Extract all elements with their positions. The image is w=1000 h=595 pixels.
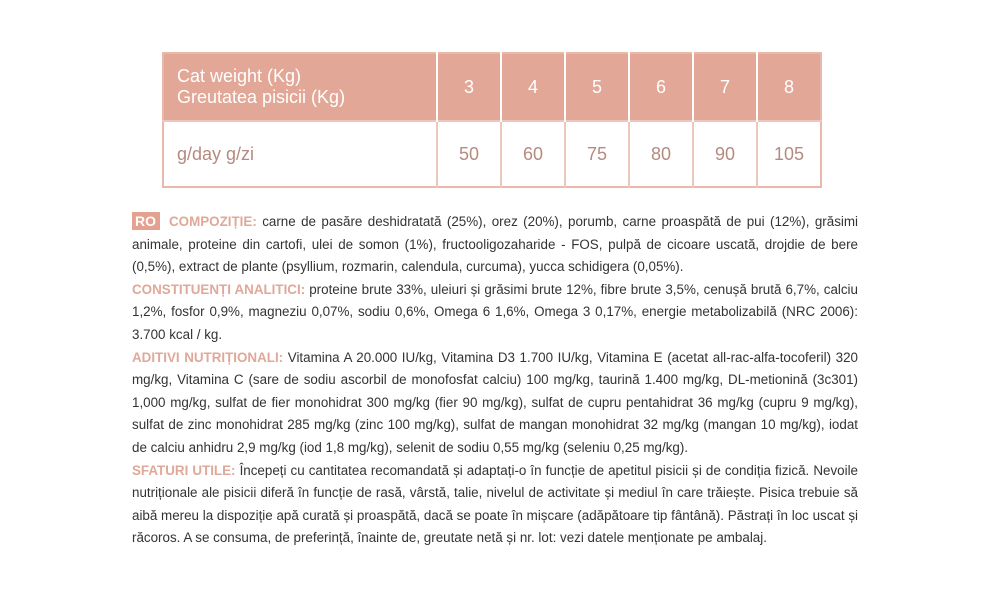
weight-cell: 7 <box>693 53 757 121</box>
analytical-heading: CONSTITUENȚI ANALITICI: <box>132 281 306 297</box>
amount-cell: 50 <box>437 121 501 187</box>
additives-paragraph <box>132 347 858 460</box>
composition-heading: COMPOZIȚIE: <box>169 214 257 229</box>
additives-text: Vitamina A 20.000 IU/kg, Vitamina D3 1.700 IU/kg, Vitamina E (acetat all-rac-alfa-tocoferil) 320 mg/kg, Vitamina C (sare de sodiu ascorbil de monofosfat calciu) 100 mg/kg, taurină 1.400 mg/kg, DL-metionină (3c301) 1,000 mg/kg, sulfat de fier monohidrat 300 mg/kg (fier 90 mg/kg), sulfat de cupru pentahidrat 36 mg/kg (cupru 9 mg/kg), sulfat de zinc monohidrat 285 mg/kg (zinc 100 mg/kg), sulfat de mangan monohidrat 32 mg/kg (mangan 10 mg/kg), iodat de calciu anhidru 2,9 mg/kg (iod 1,8 mg/kg), selenit de sodiu 0,55 mg/kg (seleniu 0,25 mg/kg). <box>132 349 858 455</box>
weight-cell: 6 <box>629 53 693 121</box>
daily-amount-row <box>163 121 821 187</box>
tips-text: Începeți cu cantitatea recomandată și adaptați-o în funcție de apetitul pisicii și de condiția fizică. Nevoile nutriționale ale pisicii diferă în funcție de rasă, vârstă, talie, nivelul de activitate și mediul în care trăiește. Pisica trebuie să aibă mereu la dispoziție apă curată și proaspătă, dacă se poate în mișcare (adăpătoare tip fântână). Păstrați în loc uscat și răcoros. A se consuma, de preferință, înainte de, greutate netă și nr. lot: vezi datele menționate pe ambalaj. <box>132 462 858 546</box>
weight-cell: 4 <box>501 53 565 121</box>
weight-header-row <box>163 53 821 121</box>
daily-amount-label: g/day g/zi <box>163 121 437 187</box>
weight-cell: 8 <box>757 53 821 121</box>
weight-label-english: Cat weight (Kg) <box>177 66 302 86</box>
analytical-paragraph <box>132 279 858 347</box>
weight-cell: 3 <box>437 53 501 121</box>
tips-paragraph <box>132 460 858 550</box>
composition-paragraph <box>132 211 858 279</box>
language-badge: RO <box>132 212 160 230</box>
additives-heading: ADITIVI NUTRIȚIONALI: <box>132 349 284 365</box>
weight-row-label <box>163 53 437 121</box>
amount-cell: 105 <box>757 121 821 187</box>
weight-label-romanian: Greutatea pisicii (Kg) <box>177 87 346 107</box>
amount-cell: 90 <box>693 121 757 187</box>
analytical-text: proteine brute 33%, uleiuri și grăsimi brute 12%, fibre brute 3,5%, cenușă brută 6,7%, calciu 1,2%, fosfor 0,9%, magneziu 0,07%, sodiu 0,6%, Omega 6 1,6%, Omega 3 0,17%, energie metabolizabilă (NRC 2006): 3.700 kcal / kg. <box>132 281 858 342</box>
amount-cell: 80 <box>629 121 693 187</box>
weight-cell: 5 <box>565 53 629 121</box>
product-description <box>132 211 858 550</box>
amount-cell: 75 <box>565 121 629 187</box>
feeding-table <box>162 52 822 188</box>
amount-cell: 60 <box>501 121 565 187</box>
tips-heading: SFATURI UTILE: <box>132 462 236 478</box>
composition-text: carne de pasăre deshidratată (25%), orez (20%), porumb, carne proaspătă de pui (12%), grăsimi animale, proteine din cartofi, ulei de somon (1%), fructooligozaharide - FOS, pulpă de cicoare uscată, drojdie de bere (0,5%), extract de plante (psyllium, rozmarin, calendula, curcuma), yucca schidigera (0,05%). <box>132 214 858 275</box>
